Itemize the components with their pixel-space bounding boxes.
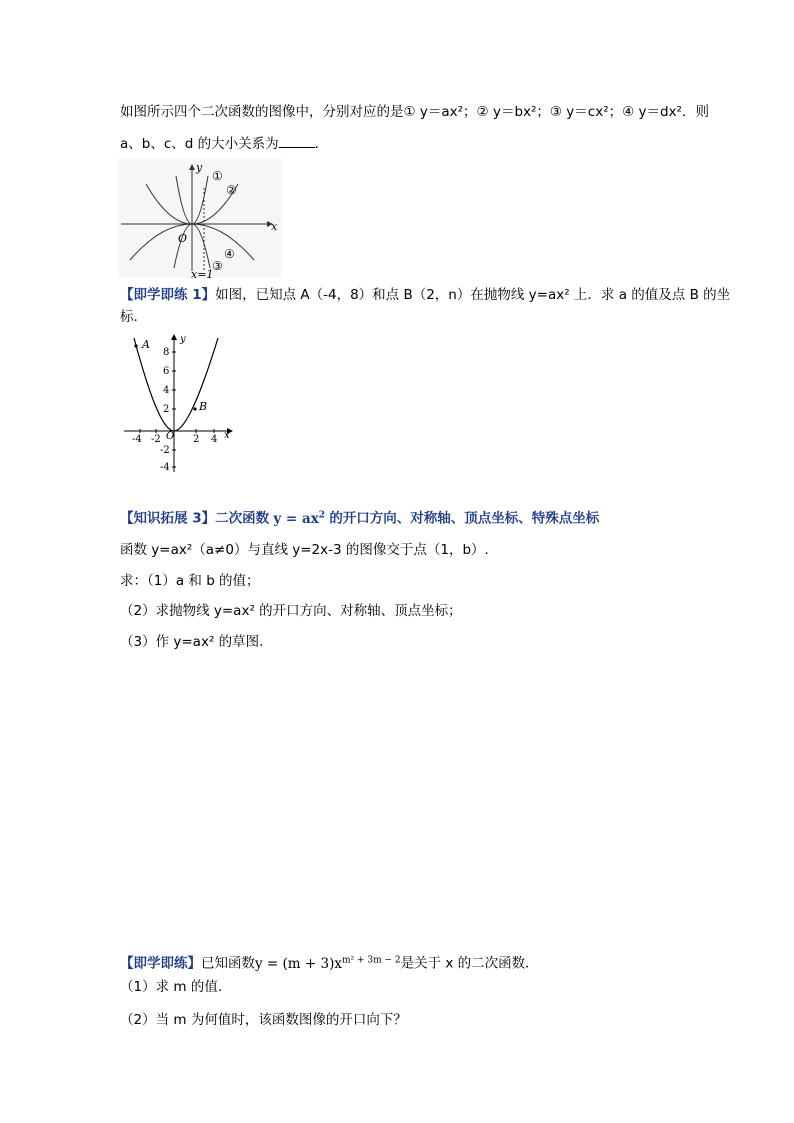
x-tick-labels xyxy=(132,434,217,445)
y-axis-arrow xyxy=(171,334,177,340)
extension-3-line-3: （2）求抛物线 y=ax² 的开口方向、对称轴、顶点坐标； xyxy=(120,603,462,619)
q1-period: ． xyxy=(314,136,329,152)
fig2-origin-label: O xyxy=(166,431,175,442)
practice-1-tag: 【即学即练 1】 xyxy=(120,287,216,303)
q1-line-2 xyxy=(120,134,328,154)
practice-1-text-2: 标. xyxy=(120,309,138,325)
fig1-x1-label: x=1 xyxy=(191,268,214,278)
practice-2-formula xyxy=(255,956,401,972)
curve-label-2: ② xyxy=(226,183,237,197)
fig1-origin-label: O xyxy=(178,232,188,245)
practice-2-line-2: （1）求 m 的值. xyxy=(120,979,223,995)
ytick-2: 2 xyxy=(163,404,170,415)
formula-text: y = ax xyxy=(273,510,319,527)
extension-3-tag: 【知识拓展 3】 xyxy=(120,510,216,527)
xtick-neg4: -4 xyxy=(132,434,142,445)
extension-3-line-4: （3）作 y=ax² 的草图. xyxy=(120,634,264,650)
fig2-y-label: y xyxy=(180,334,186,345)
ytick-8: 8 xyxy=(163,347,170,358)
extension-3-heading xyxy=(120,505,599,529)
four-parabolas-figure xyxy=(118,158,282,278)
answer-blank xyxy=(279,135,315,148)
q1-text: 如图所示四个二次函数的图像中，分别对应的是① y＝ax²；② y＝bx²；③ y＝cx²；④ y＝dx²．则 xyxy=(120,104,709,120)
formula-base: y = (m + 3)x xyxy=(255,955,342,972)
practice-2-text-a: 已知函数 xyxy=(201,955,255,972)
ytick-neg4: -4 xyxy=(160,462,170,473)
label-a: A xyxy=(142,338,150,351)
ytick-4: 4 xyxy=(163,385,170,396)
curve-label-1: ① xyxy=(212,169,223,183)
formula-sup: 2 xyxy=(318,510,326,520)
curve-label-3: ③ xyxy=(212,259,223,273)
y-tick-labels xyxy=(160,347,170,473)
extension-3-title-a: 二次函数 xyxy=(215,510,270,527)
fig1-y-label: y xyxy=(196,161,203,174)
curve-label-4: ④ xyxy=(224,247,235,261)
point-b xyxy=(193,407,196,410)
xtick-4: 4 xyxy=(211,434,218,445)
practice-1-text: 如图，已知点 A（-4，8）和点 B（2，n）在抛物线 y=ax² 上．求 a 的值及点 B 的坐 xyxy=(215,287,731,303)
xtick-neg2: -2 xyxy=(151,434,161,445)
extension-3-title-b: 的开口方向、对称轴、顶点坐标、特殊点坐标 xyxy=(329,510,600,527)
label-b: B xyxy=(199,400,208,413)
practice-2-line-1 xyxy=(120,950,539,974)
practice-2-text-b: 是关于 x 的二次函数． xyxy=(400,955,539,972)
practice-2-tag: 【即学即练】 xyxy=(120,955,201,972)
extension-3-line-2: 求：（1）a 和 b 的值； xyxy=(120,573,260,589)
q1-text-b: a、b、c、d 的大小关系为 xyxy=(120,136,279,152)
q1-line-1 xyxy=(120,102,709,122)
formula-exponent: m² + 3m − 2 xyxy=(341,955,401,965)
extension-3-formula xyxy=(273,511,325,527)
parabola-ab-figure xyxy=(118,330,238,475)
practice-1-line-1 xyxy=(120,285,730,305)
fig1-x-label: x xyxy=(271,220,278,233)
figure-background xyxy=(118,158,282,278)
xtick-2: 2 xyxy=(193,434,200,445)
extension-3-line-1: 函数 y=ax²（a≠0）与直线 y=2x-3 的图像交于点（1，b）. xyxy=(120,542,489,558)
practice-2-line-3: （2）当 m 为何值时，该函数图像的开口向下？ xyxy=(120,1012,407,1028)
ytick-6: 6 xyxy=(163,366,170,377)
ytick-neg2: -2 xyxy=(160,445,170,456)
fig2-x-label: x xyxy=(224,430,230,441)
practice-1-line-2 xyxy=(120,307,138,327)
point-a xyxy=(134,344,137,347)
